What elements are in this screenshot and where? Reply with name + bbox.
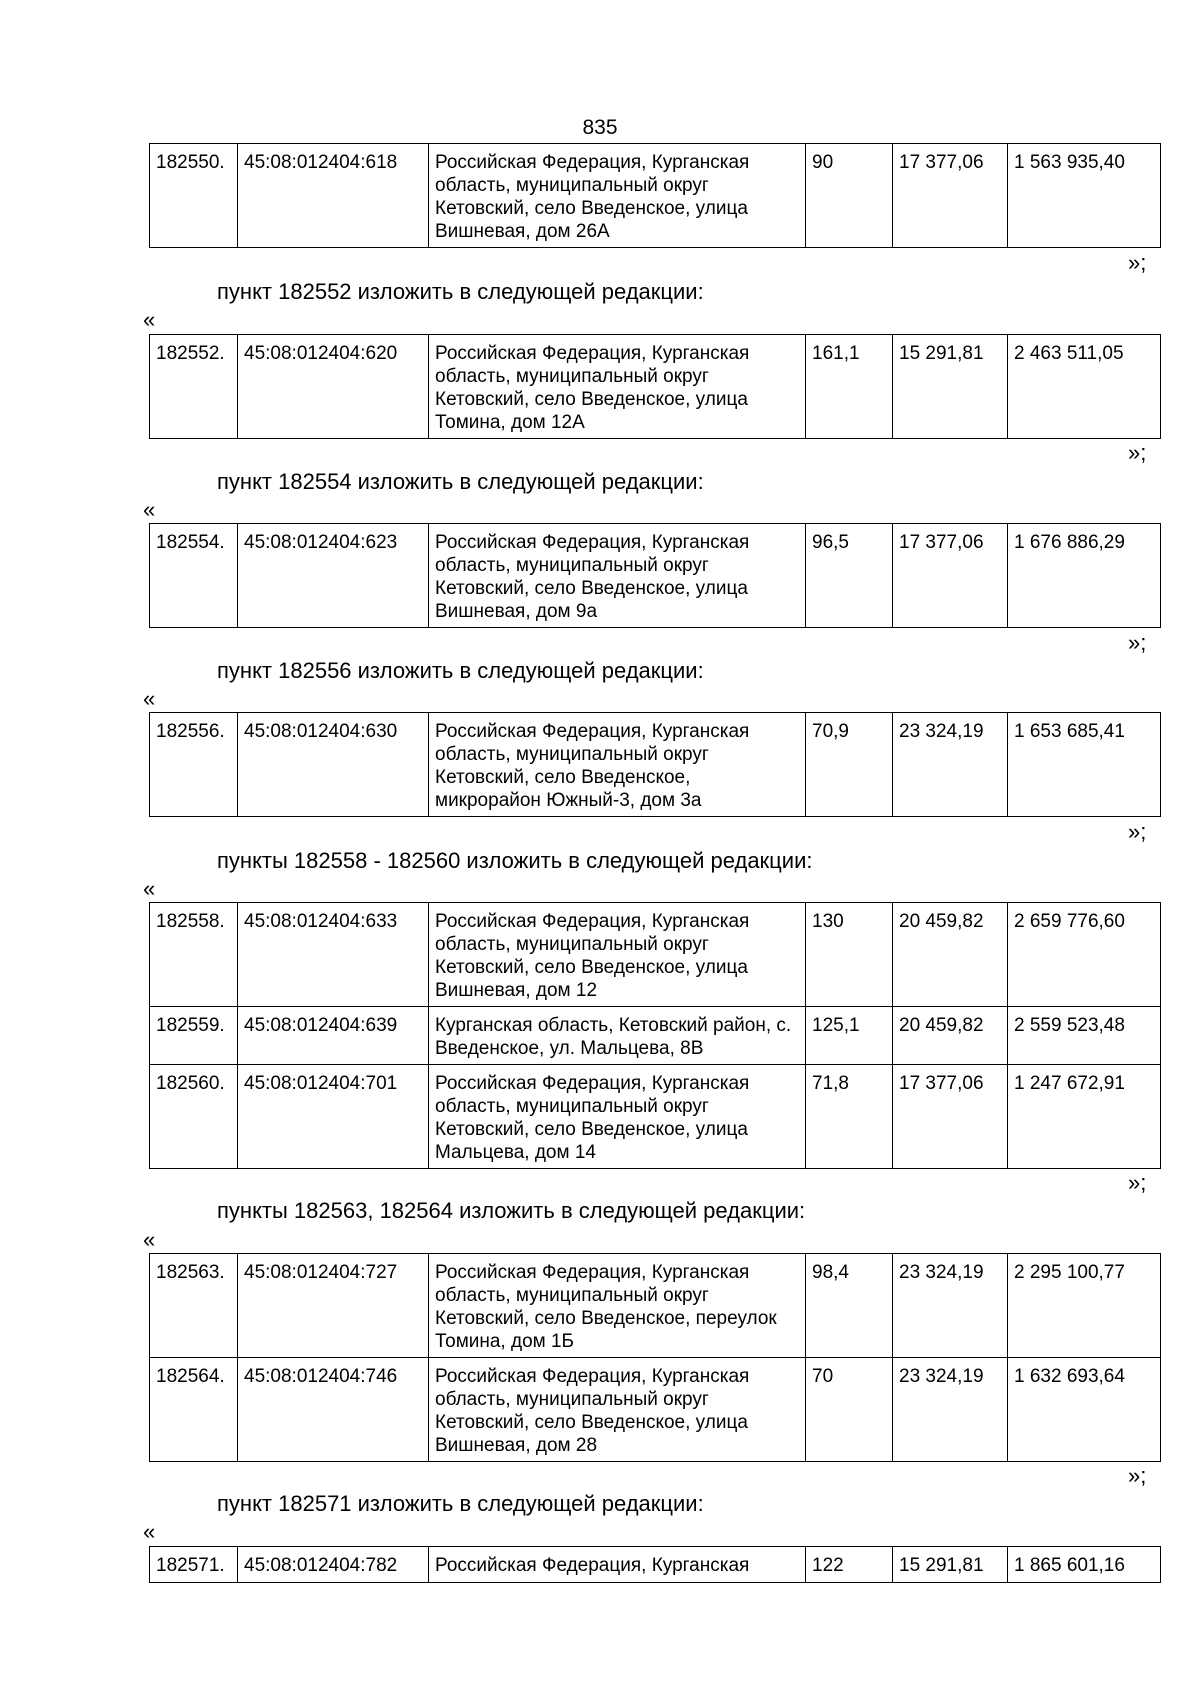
opening-quote: « bbox=[143, 686, 156, 711]
unit-rate: 17 377,06 bbox=[893, 524, 1008, 628]
amendment-instruction: пункт 182554 изложить в следующей редакции: bbox=[217, 469, 704, 494]
table-row bbox=[150, 1007, 1161, 1065]
cadastral-number: 45:08:012404:618 bbox=[238, 144, 429, 248]
address: Российская Федерация, Курганская область, муниципальный округ Кетовский, село Введенское, улица Вишневая, дом 28 bbox=[429, 1358, 806, 1462]
table-row bbox=[150, 524, 1161, 628]
unit-rate: 17 377,06 bbox=[893, 1065, 1008, 1169]
property-table bbox=[149, 1546, 1161, 1583]
item-number: 182554. bbox=[150, 524, 238, 628]
amendment-instruction: пункт 182556 изложить в следующей редакции: bbox=[217, 658, 704, 683]
cadastral-value: 1 563 935,40 bbox=[1008, 144, 1161, 248]
cadastral-number: 45:08:012404:620 bbox=[238, 335, 429, 439]
unit-rate: 23 324,19 bbox=[893, 1254, 1008, 1358]
address: Российская Федерация, Курганская область, муниципальный округ Кетовский, село Введенское, переулок Томина, дом 1Б bbox=[429, 1254, 806, 1358]
amendment-instruction: пункты 182563, 182564 изложить в следующей редакции: bbox=[217, 1198, 806, 1223]
table-row bbox=[150, 144, 1161, 248]
amendment-instruction: пункт 182571 изложить в следующей редакции: bbox=[217, 1491, 704, 1516]
cadastral-number: 45:08:012404:623 bbox=[238, 524, 429, 628]
area: 130 bbox=[806, 903, 893, 1007]
property-table bbox=[149, 143, 1161, 248]
area: 96,5 bbox=[806, 524, 893, 628]
property-table bbox=[149, 712, 1161, 817]
area: 90 bbox=[806, 144, 893, 248]
cadastral-number: 45:08:012404:782 bbox=[238, 1547, 429, 1583]
address: Курганская область, Кетовский район, с. Введенское, ул. Мальцева, 8В bbox=[429, 1007, 806, 1065]
item-number: 182560. bbox=[150, 1065, 238, 1169]
closing-quote: »; bbox=[1128, 630, 1147, 655]
property-table bbox=[149, 1253, 1161, 1462]
cadastral-number: 45:08:012404:639 bbox=[238, 1007, 429, 1065]
unit-rate: 15 291,81 bbox=[893, 335, 1008, 439]
cadastral-number: 45:08:012404:727 bbox=[238, 1254, 429, 1358]
unit-rate: 17 377,06 bbox=[893, 144, 1008, 248]
closing-quote: »; bbox=[1128, 1170, 1147, 1195]
closing-quote: »; bbox=[1128, 440, 1147, 465]
table-row bbox=[150, 1065, 1161, 1169]
closing-quote: »; bbox=[1128, 1463, 1147, 1488]
opening-quote: « bbox=[143, 307, 156, 332]
address: Российская Федерация, Курганская bbox=[429, 1547, 806, 1583]
cadastral-number: 45:08:012404:633 bbox=[238, 903, 429, 1007]
area: 161,1 bbox=[806, 335, 893, 439]
cadastral-value: 1 632 693,64 bbox=[1008, 1358, 1161, 1462]
area: 70,9 bbox=[806, 713, 893, 817]
address: Российская Федерация, Курганская область, муниципальный округ Кетовский, село Введенское, улица Томина, дом 12А bbox=[429, 335, 806, 439]
property-table bbox=[149, 902, 1161, 1169]
table-row bbox=[150, 1358, 1161, 1462]
item-number: 182559. bbox=[150, 1007, 238, 1065]
cadastral-number: 45:08:012404:746 bbox=[238, 1358, 429, 1462]
closing-quote: »; bbox=[1128, 819, 1147, 844]
opening-quote: « bbox=[143, 1227, 156, 1252]
address: Российская Федерация, Курганская область, муниципальный округ Кетовский, село Введенское, улица Вишневая, дом 12 bbox=[429, 903, 806, 1007]
area: 71,8 bbox=[806, 1065, 893, 1169]
area: 98,4 bbox=[806, 1254, 893, 1358]
area: 122 bbox=[806, 1547, 893, 1583]
opening-quote: « bbox=[143, 876, 156, 901]
table-row bbox=[150, 1254, 1161, 1358]
item-number: 182550. bbox=[150, 144, 238, 248]
item-number: 182571. bbox=[150, 1547, 238, 1583]
item-number: 182563. bbox=[150, 1254, 238, 1358]
address: Российская Федерация, Курганская область, муниципальный округ Кетовский, село Введенское, микрорайон Южный-3, дом 3а bbox=[429, 713, 806, 817]
address: Российская Федерация, Курганская область, муниципальный округ Кетовский, село Введенское, улица Мальцева, дом 14 bbox=[429, 1065, 806, 1169]
cadastral-number: 45:08:012404:630 bbox=[238, 713, 429, 817]
cadastral-value: 2 659 776,60 bbox=[1008, 903, 1161, 1007]
area: 70 bbox=[806, 1358, 893, 1462]
cadastral-value: 2 463 511,05 bbox=[1008, 335, 1161, 439]
cadastral-value: 1 653 685,41 bbox=[1008, 713, 1161, 817]
item-number: 182564. bbox=[150, 1358, 238, 1462]
unit-rate: 23 324,19 bbox=[893, 713, 1008, 817]
area: 125,1 bbox=[806, 1007, 893, 1065]
unit-rate: 20 459,82 bbox=[893, 1007, 1008, 1065]
cadastral-value: 2 295 100,77 bbox=[1008, 1254, 1161, 1358]
item-number: 182558. bbox=[150, 903, 238, 1007]
address: Российская Федерация, Курганская область, муниципальный округ Кетовский, село Введенское, улица Вишневая, дом 9а bbox=[429, 524, 806, 628]
cadastral-value: 1 676 886,29 bbox=[1008, 524, 1161, 628]
item-number: 182556. bbox=[150, 713, 238, 817]
cadastral-value: 1 247 672,91 bbox=[1008, 1065, 1161, 1169]
page-number: 835 bbox=[582, 116, 618, 139]
table-row bbox=[150, 713, 1161, 817]
unit-rate: 20 459,82 bbox=[893, 903, 1008, 1007]
cadastral-value: 1 865 601,16 bbox=[1008, 1547, 1161, 1583]
unit-rate: 15 291,81 bbox=[893, 1547, 1008, 1583]
table-row bbox=[150, 903, 1161, 1007]
amendment-instruction: пункт 182552 изложить в следующей редакции: bbox=[217, 279, 704, 304]
table-row bbox=[150, 335, 1161, 439]
cadastral-value: 2 559 523,48 bbox=[1008, 1007, 1161, 1065]
item-number: 182552. bbox=[150, 335, 238, 439]
address: Российская Федерация, Курганская область, муниципальный округ Кетовский, село Введенское, улица Вишневая, дом 26А bbox=[429, 144, 806, 248]
opening-quote: « bbox=[143, 1519, 156, 1544]
cadastral-number: 45:08:012404:701 bbox=[238, 1065, 429, 1169]
opening-quote: « bbox=[143, 497, 156, 522]
unit-rate: 23 324,19 bbox=[893, 1358, 1008, 1462]
closing-quote: »; bbox=[1128, 250, 1147, 275]
amendment-instruction: пункты 182558 - 182560 изложить в следующей редакции: bbox=[217, 848, 813, 873]
table-row bbox=[150, 1547, 1161, 1583]
property-table bbox=[149, 334, 1161, 439]
property-table bbox=[149, 523, 1161, 628]
